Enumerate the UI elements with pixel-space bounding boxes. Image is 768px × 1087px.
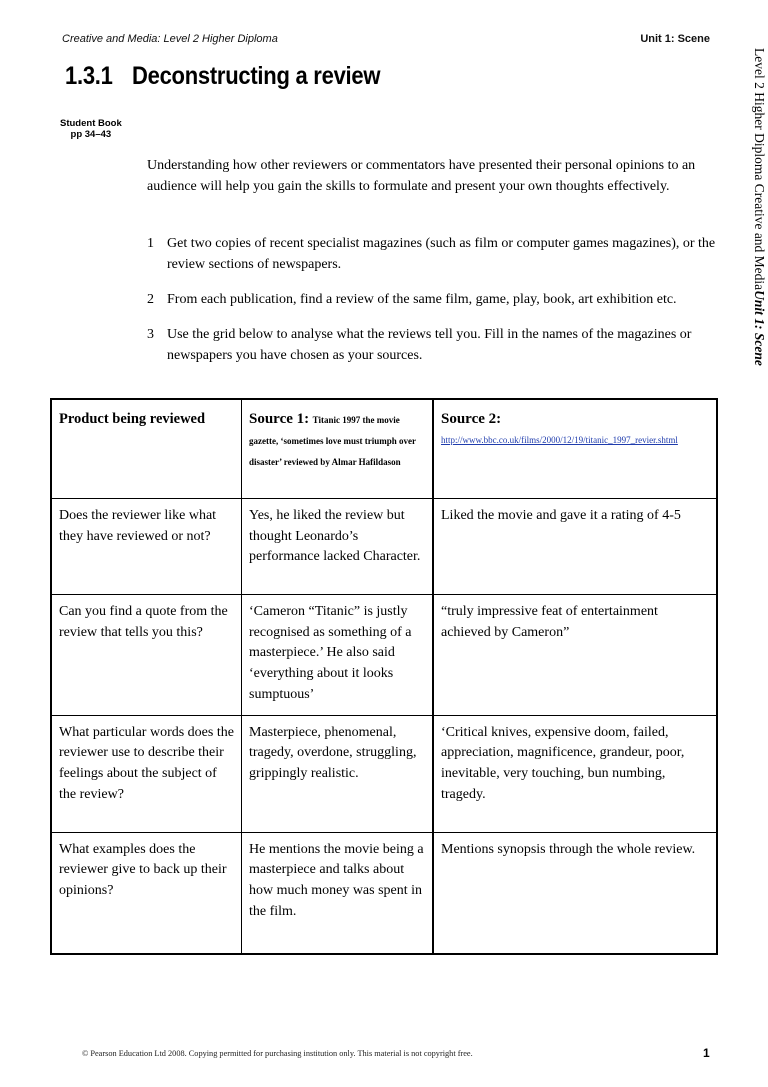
step-number: 2 bbox=[147, 292, 154, 307]
step-item bbox=[147, 324, 722, 366]
header-product-cell: Product being reviewed bbox=[51, 399, 242, 499]
source1-detail: Titanic 1997 the movie gazette, ‘sometimes love must triumph over disaster’ reviewed by Almar Hafildason bbox=[249, 415, 416, 467]
table-row bbox=[51, 595, 717, 716]
source2-answer-cell: Mentions synopsis through the whole review. bbox=[433, 832, 717, 954]
side-label-course: Level 2 Higher Diploma Creative and Media bbox=[752, 48, 767, 291]
question-cell: What examples does the reviewer give to back up their opinions? bbox=[51, 832, 242, 954]
step-text: From each publication, find a review of the same film, game, play, book, art exhibition etc. bbox=[167, 292, 677, 307]
source2-answer-cell: Liked the movie and gave it a rating of 4-5 bbox=[433, 499, 717, 595]
student-book-reference bbox=[60, 118, 122, 140]
source2-answer-cell: “truly impressive feat of entertainment achieved by Cameron” bbox=[433, 595, 717, 716]
source2-answer-cell: ‘Critical knives, expensive doom, failed, appreciation, magnificence, grandeur, poor, inevitable, very touching, bun numbing, tragedy. bbox=[433, 715, 717, 832]
step-number: 3 bbox=[147, 327, 154, 342]
side-label bbox=[743, 48, 767, 418]
section-title: Deconstructing a review bbox=[131, 62, 381, 90]
question-cell: Can you find a quote from the review that tells you this? bbox=[51, 595, 242, 716]
page-title bbox=[65, 62, 380, 91]
source1-answer-cell: Masterpiece, phenomenal, tragedy, overdone, struggling, grippingly realistic. bbox=[242, 715, 434, 832]
review-analysis-grid bbox=[50, 398, 718, 955]
step-text: Use the grid below to analyse what the reviews tell you. Fill in the names of the magazines or newspapers you have chosen as your sources. bbox=[167, 327, 692, 363]
step-number: 1 bbox=[147, 236, 154, 251]
running-head-course: Creative and Media: Level 2 Higher Diploma bbox=[62, 33, 278, 45]
source2-link[interactable]: http://www.bbc.co.uk/films/2000/12/19/titanic_1997_revier.shtml bbox=[441, 434, 678, 445]
step-text: Get two copies of recent specialist magazines (such as film or computer games magazines), or the review sections of newspapers. bbox=[167, 236, 716, 272]
source1-answer-cell: ‘Cameron “Titanic” is justly recognised as something of a masterpiece.’ He also said ‘everything about it looks sumptuous’ bbox=[242, 595, 434, 716]
source2-label: Source 2: bbox=[441, 411, 502, 427]
source1-answer-cell: He mentions the movie being a masterpiece and talks about how much money was spent in the film. bbox=[242, 832, 434, 954]
table-row bbox=[51, 499, 717, 595]
table-row bbox=[51, 832, 717, 954]
student-book-pages: pp 34–43 bbox=[70, 129, 112, 140]
side-label-unit: Unit 1: Scene bbox=[752, 290, 767, 366]
instruction-steps bbox=[147, 233, 722, 380]
footer-copyright: © Pearson Education Ltd 2008. Copying permitted for purchasing institution only. This material is not copyright free. bbox=[82, 1049, 473, 1058]
table-row bbox=[51, 715, 717, 832]
source1-label: Source 1: bbox=[249, 411, 310, 427]
intro-paragraph: Understanding how other reviewers or commentators have presented their personal opinions to an audience will help you gain the skills to formulate and present your own thoughts effectively. bbox=[147, 158, 696, 194]
step-item bbox=[147, 289, 722, 310]
header-source2-cell bbox=[433, 399, 717, 499]
step-item bbox=[147, 233, 722, 275]
source1-answer-cell: Yes, he liked the review but thought Leonardo’s performance lacked Character. bbox=[242, 499, 434, 595]
student-book-label: Student Book bbox=[60, 118, 122, 129]
page-number: 1 bbox=[703, 1046, 710, 1060]
grid-header-row bbox=[51, 399, 717, 499]
running-head-unit: Unit 1: Scene bbox=[640, 33, 710, 45]
header-source1-cell bbox=[242, 399, 434, 499]
question-cell: What particular words does the reviewer use to describe their feelings about the subject of the review? bbox=[51, 715, 242, 832]
question-cell: Does the reviewer like what they have reviewed or not? bbox=[51, 499, 242, 595]
section-number: 1.3.1 bbox=[65, 62, 113, 90]
